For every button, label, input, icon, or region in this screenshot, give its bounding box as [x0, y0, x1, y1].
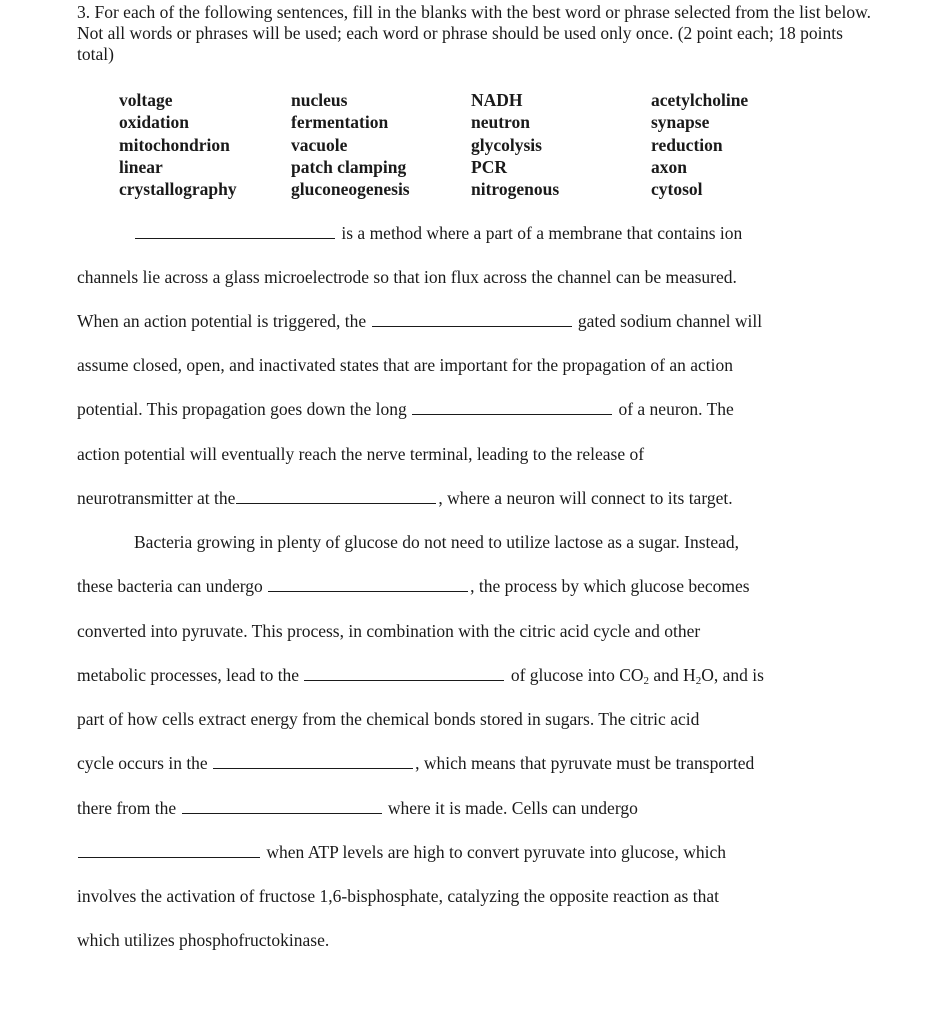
passage-line: assume closed, open, and inactivated states that are important for the propagation of an action	[77, 355, 734, 375]
word-bank-item: linear	[119, 156, 163, 177]
word-bank-item: acetylcholine	[651, 90, 749, 110]
answer-blank[interactable]	[372, 312, 572, 327]
word-bank	[119, 89, 839, 200]
word-bank-item: nucleus	[291, 90, 348, 110]
passage-line: there from the where it is made. Cells can undergo	[77, 798, 638, 818]
passage-line: converted into pyruvate. This process, in combination with the citric acid cycle and other	[77, 621, 701, 641]
passage-line: which utilizes phosphofructokinase.	[77, 930, 330, 950]
subscript: 2	[695, 675, 702, 687]
passage-line: neurotransmitter at the , where a neuron will connect to its target.	[77, 488, 733, 508]
word-bank-item: fermentation	[291, 112, 389, 133]
passage-line: cycle occurs in the , which means that pyruvate must be transported	[77, 753, 755, 773]
passage-line: Bacteria growing in plenty of glucose do not need to utilize lactose as a sugar. Instead,	[134, 532, 740, 552]
passage-line: When an action potential is triggered, the gated sodium channel will	[77, 311, 763, 331]
passage-line: when ATP levels are high to convert pyruvate into glucose, which	[77, 841, 726, 863]
word-bank-item: gluconeogenesis	[291, 179, 410, 200]
passage-line: these bacteria can undergo , the process by which glucose becomes	[77, 576, 750, 596]
word-bank-item: mitochondrion	[119, 134, 230, 155]
answer-blank[interactable]	[304, 666, 504, 681]
passage-line: channels lie across a glass microelectrode so that ion flux across the channel can be measured.	[77, 267, 737, 287]
question-instructions: 3. For each of the following sentences, fill in the blanks with the best word or phrase selected from the list below. Not all words or phrases will be used; each word or phrase should be used only once. (2 point each; 18 points total)	[77, 2, 871, 64]
word-bank-item: synapse	[651, 112, 710, 133]
passage-line: potential. This propagation goes down the long of a neuron. The	[77, 399, 734, 419]
word-bank-item: patch clamping	[291, 156, 407, 177]
passage-line: metabolic processes, lead to the of glucose into $CO_2$ and $H_2O$, and is	[77, 665, 764, 687]
passage-line: part of how cells extract energy from the chemical bonds stored in sugars. The citric acid	[77, 709, 700, 729]
passage-line: action potential will eventually reach the nerve terminal, leading to the release of	[77, 444, 645, 464]
subscript: 2	[643, 675, 650, 687]
word-bank-item: neutron	[471, 112, 530, 133]
answer-blank[interactable]	[268, 577, 468, 592]
word-bank-item: glycolysis	[471, 134, 542, 155]
word-bank-item: cytosol	[651, 179, 703, 200]
word-bank-item: axon	[651, 156, 687, 177]
word-bank-item: NADH	[471, 90, 523, 110]
word-bank-item: oxidation	[119, 112, 190, 133]
passage-line: is a method where a part of a membrane that contains ion	[134, 222, 742, 244]
word-bank-item: vacuole	[291, 134, 348, 155]
passage-line: involves the activation of fructose 1,6-bisphosphate, catalyzing the opposite reaction as that	[77, 886, 719, 906]
word-bank-item: PCR	[471, 156, 507, 177]
word-bank-item: voltage	[119, 90, 173, 110]
word-bank-item: nitrogenous	[471, 179, 560, 200]
word-bank-item: reduction	[651, 134, 723, 155]
word-bank-item: crystallography	[119, 179, 237, 200]
answer-blank[interactable]	[182, 799, 382, 814]
answer-blank[interactable]	[78, 843, 260, 858]
answer-blank[interactable]	[412, 400, 612, 415]
answer-blank[interactable]	[236, 489, 436, 504]
answer-blank[interactable]	[213, 754, 413, 769]
answer-blank[interactable]	[135, 224, 335, 239]
